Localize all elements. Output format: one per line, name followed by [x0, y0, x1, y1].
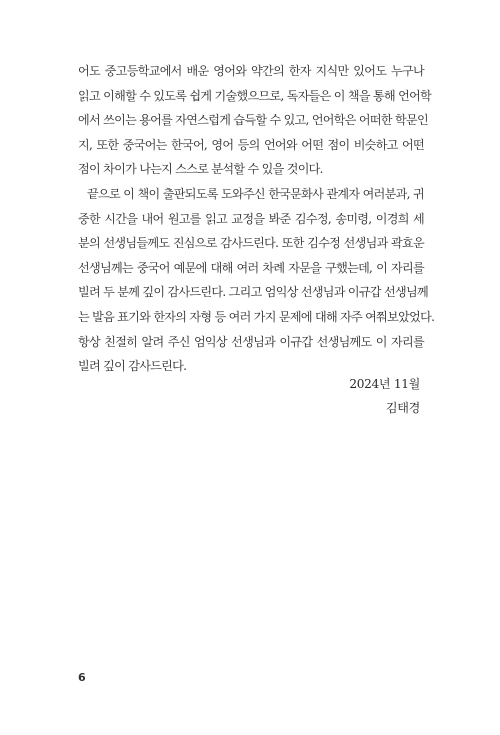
text-line: 점이 차이가 나는지 스스로 분석할 수 있을 것이다.	[78, 162, 323, 177]
text-line: 끝으로 이 책이 출판되도록 도와주신 한국문화사 관계자 여러분과, 귀	[87, 186, 424, 201]
text-line: 항상 친절히 알려 주신 엄익상 선생님과 이규갑 선생님께도 이 자리를	[78, 334, 424, 349]
text-line: 빌려 두 분께 깊이 감사드린다. 그리고 엄익상 선생님과 이규갑 선생님께	[78, 285, 428, 300]
text-line: 는 발음 표기와 한자의 자형 등 여러 가지 문제에 대해 자주 여쭤보았었다.	[78, 309, 435, 324]
text-line: 읽고 이해할 수 있도록 쉽게 기술했으므로, 독자들은 이 책을 통해 언어학	[78, 88, 432, 103]
page-number: 6	[78, 671, 86, 684]
text-line: 중한 시간을 내어 원고를 읽고 교정을 봐준 김수정, 송미령, 이경희 세	[78, 211, 424, 226]
text-line: 에서 쓰이는 용어를 자연스럽게 습득할 수 있고, 언어학은 어떠한 학문인	[78, 113, 428, 128]
signature-block	[349, 372, 420, 420]
signature-author: 김태경	[385, 401, 420, 415]
text-line: 분의 선생님들께도 진심으로 감사드린다. 또한 김수정 선생님과 곽효운	[78, 236, 424, 251]
text-line: 어도 중고등학교에서 배운 영어와 약간의 한자 지식만 있어도 누구나	[78, 64, 424, 78]
signature-date: 2024년 11월	[349, 377, 420, 391]
text-line: 선생님께는 중국어 예문에 대해 여러 차례 자문을 구했는데, 이 자리를	[78, 260, 424, 275]
body-text	[78, 59, 435, 379]
text-line: 지, 또한 중국어는 한국어, 영어 등의 언어와 어떤 점이 비슷하고 어떤	[78, 137, 424, 152]
text-line: 빌려 깊이 감사드린다.	[78, 359, 187, 374]
